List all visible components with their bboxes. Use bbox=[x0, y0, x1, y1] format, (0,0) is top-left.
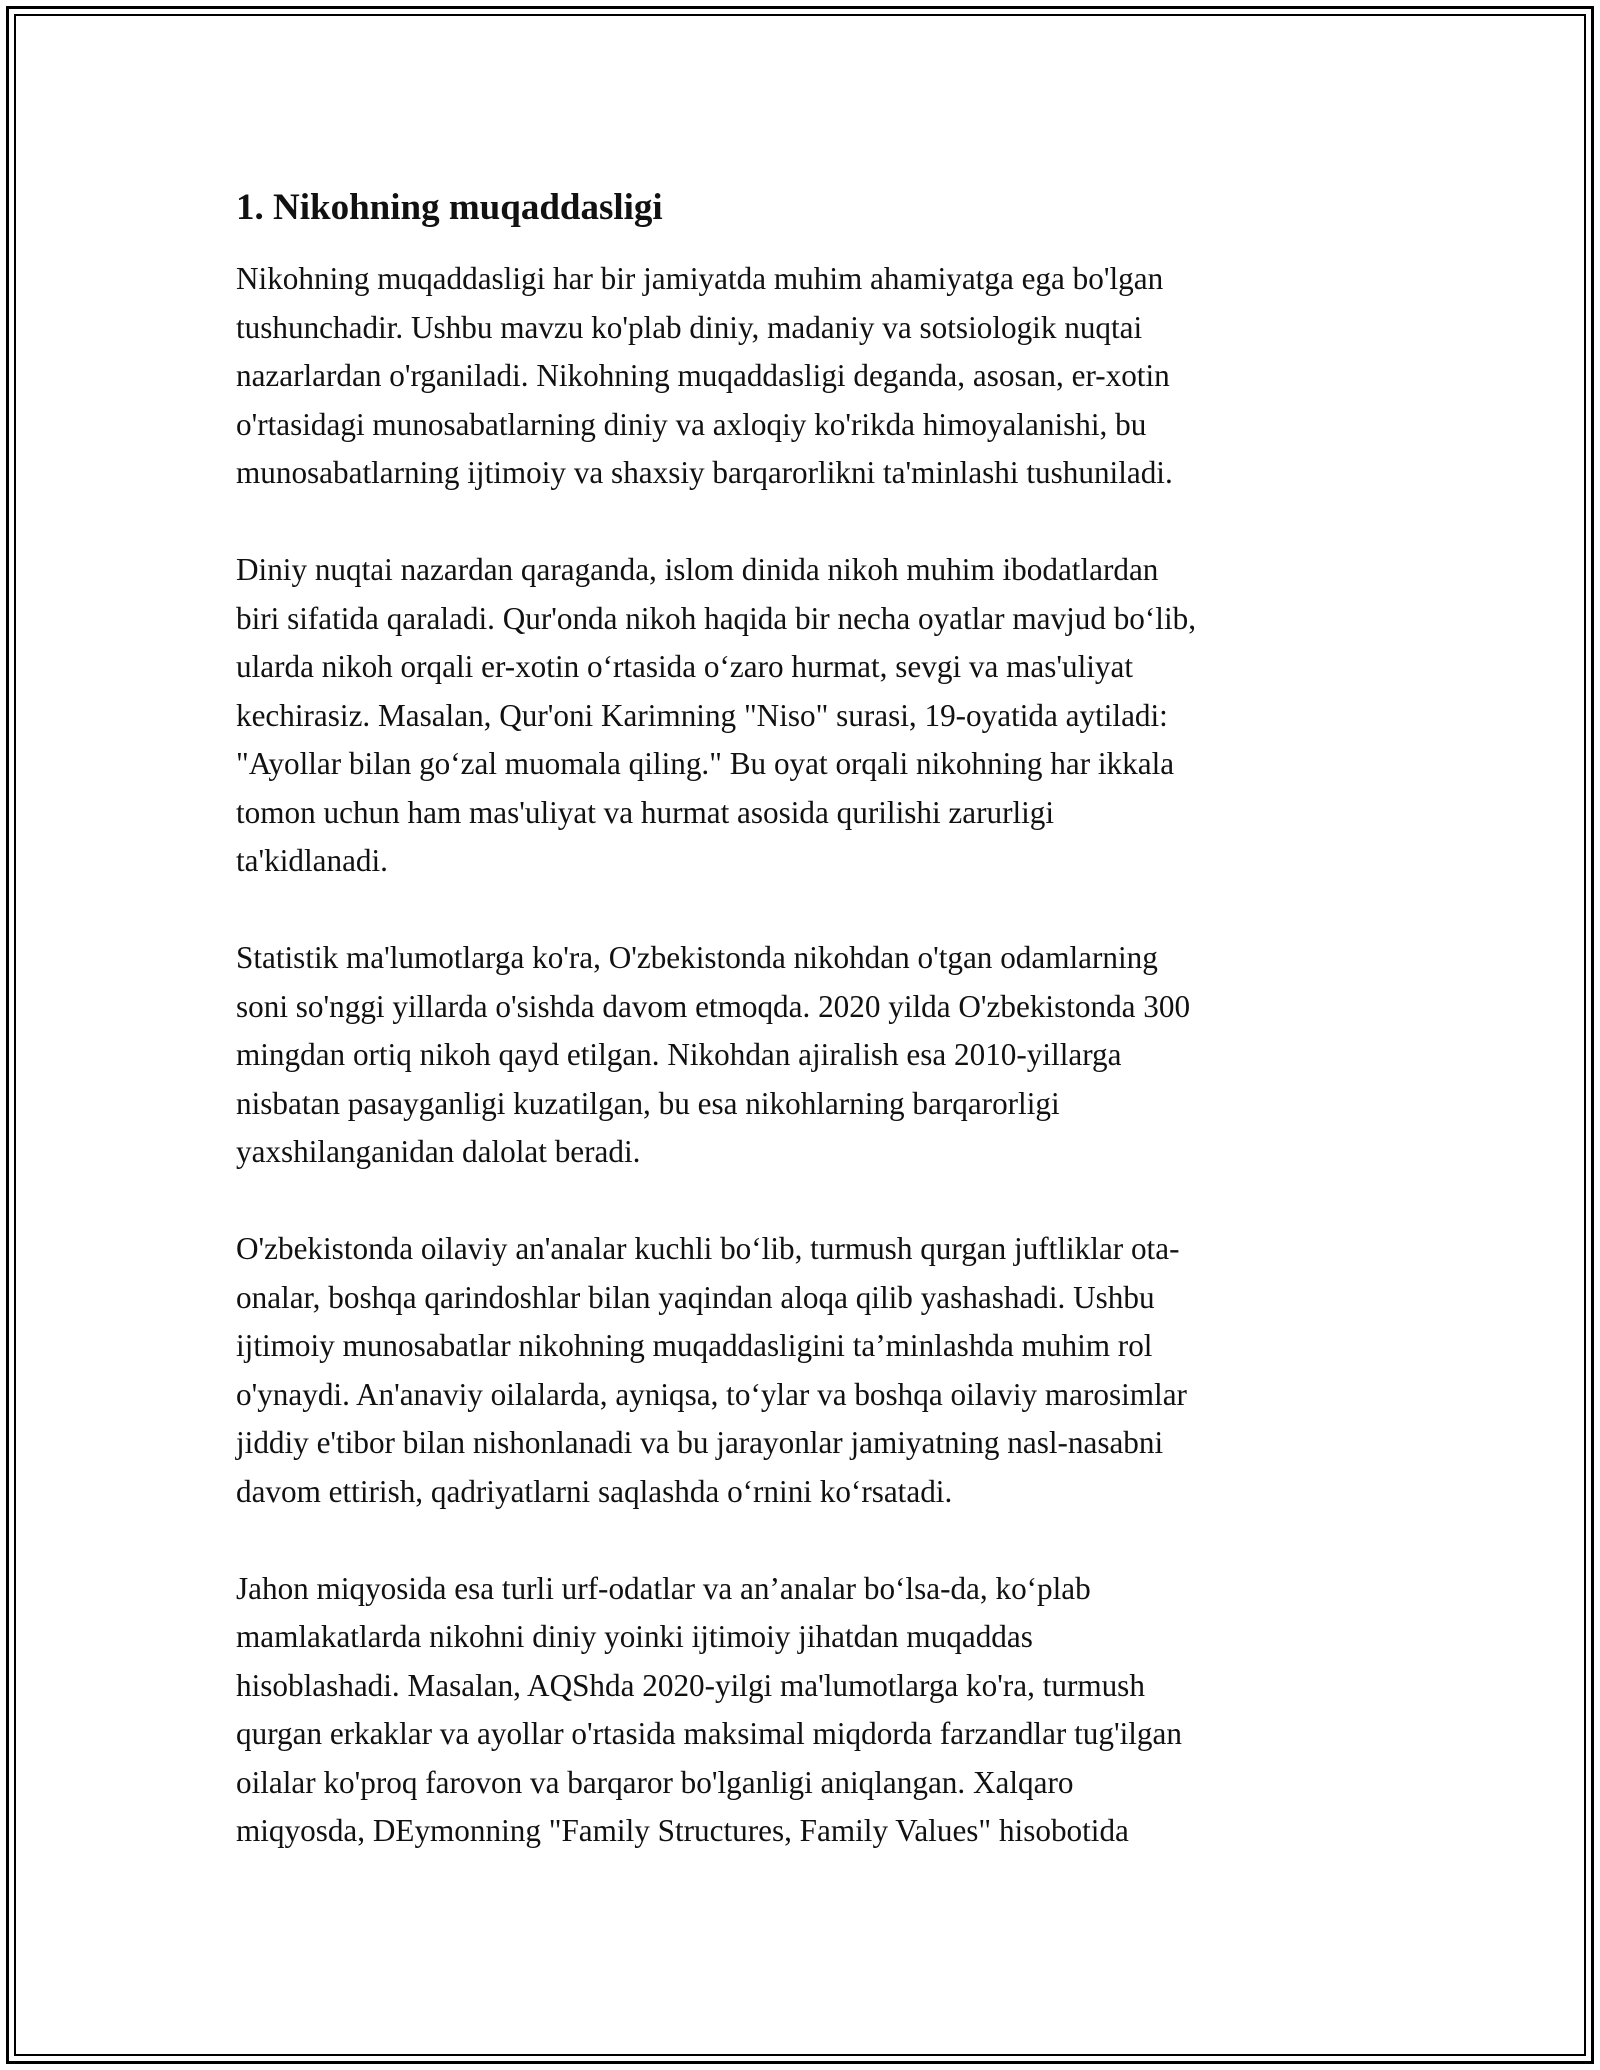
paragraph-gap bbox=[236, 1516, 1366, 1565]
paragraph-4 bbox=[236, 1225, 1366, 1516]
text-line: biri sifatida qaraladi. Qur'onda nikoh haqida bir necha oyatlar mavjud bo‘lib, bbox=[236, 600, 1197, 636]
document-body bbox=[236, 184, 1366, 1856]
text-line: jiddiy e'tibor bilan nishonlanadi va bu jarayonlar jamiyatning nasl-nasabni bbox=[236, 1425, 1164, 1461]
text-line: o'rtasidagi munosabatlarning diniy va axloqiy ko'rikda himoyalanishi, bu bbox=[236, 406, 1147, 442]
text-line: Statistik ma'lumotlarga ko'ra, O'zbekistonda nikohdan o'tgan odamlarning bbox=[236, 940, 1158, 976]
paragraph-gap bbox=[236, 886, 1366, 935]
text-line: tushunchadir. Ushbu mavzu ko'plab diniy, madaniy va sotsiologik nuqtai bbox=[236, 309, 1143, 345]
text-line: oilalar ko'proq farovon va barqaror bo'lganligi aniqlangan. Xalqaro bbox=[236, 1764, 1074, 1800]
text-line: yaxshilanganidan dalolat beradi. bbox=[236, 1134, 641, 1170]
text-line: hisoblashadi. Masalan, AQShda 2020-yilgi ma'lumotlarga ko'ra, turmush bbox=[236, 1667, 1145, 1703]
text-line: Diniy nuqtai nazardan qaraganda, islom dinida nikoh muhim ibodatlardan bbox=[236, 552, 1159, 588]
text-line: O'zbekistonda oilaviy an'analar kuchli bo‘lib, turmush qurgan juftliklar ota- bbox=[236, 1231, 1180, 1267]
text-line: mingdan ortiq nikoh qayd etilgan. Nikohdan ajiralish esa 2010-yillarga bbox=[236, 1037, 1122, 1073]
text-line: mamlakatlarda nikohni diniy yoinki ijtimoiy jihatdan muqaddas bbox=[236, 1619, 1033, 1655]
paragraph-3 bbox=[236, 934, 1366, 1177]
text-line: kechirasiz. Masalan, Qur'oni Karimning "Niso" surasi, 19-oyatida aytiladi: bbox=[236, 697, 1168, 733]
text-line: tomon uchun ham mas'uliyat va hurmat asosida qurilishi zarurligi bbox=[236, 794, 1055, 830]
paragraph-gap bbox=[236, 1177, 1366, 1226]
text-line: davom ettirish, qadriyatlarni saqlashda o‘rnini ko‘rsatadi. bbox=[236, 1473, 953, 1509]
text-line: nazarlardan o'rganiladi. Nikohning muqaddasligi deganda, asosan, er-xotin bbox=[236, 358, 1170, 394]
section-heading: 1. Nikohning muqaddasligi bbox=[236, 187, 663, 228]
text-line: nisbatan pasayganligi kuzatilgan, bu esa nikohlarning barqarorligi bbox=[236, 1085, 1060, 1121]
paragraph-1 bbox=[236, 255, 1366, 498]
paragraph-5 bbox=[236, 1565, 1366, 1856]
text-line: onalar, boshqa qarindoshlar bilan yaqindan aloqa qilib yashashadi. Ushbu bbox=[236, 1279, 1155, 1315]
text-line: ijtimoiy munosabatlar nikohning muqaddasligini ta’minlashda muhim rol bbox=[236, 1328, 1153, 1364]
text-line: miqyosda, DEymonning "Family Structures, Family Values" hisobotida bbox=[236, 1813, 1129, 1849]
paragraph-2 bbox=[236, 546, 1366, 886]
text-line: munosabatlarning ijtimoiy va shaxsiy barqarorlikni ta'minlashi tushuniladi. bbox=[236, 455, 1173, 491]
text-line: Jahon miqyosida esa turli urf-odatlar va an’analar bo‘lsa-da, ko‘plab bbox=[236, 1570, 1091, 1606]
paragraph-gap bbox=[236, 498, 1366, 547]
text-line: o'ynaydi. An'anaviy oilalarda, ayniqsa, to‘ylar va boshqa oilaviy marosimlar bbox=[236, 1376, 1187, 1412]
text-line: qurgan erkaklar va ayollar o'rtasida maksimal miqdorda farzandlar tug'ilgan bbox=[236, 1716, 1182, 1752]
text-line: ta'kidlanadi. bbox=[236, 843, 388, 879]
text-line: soni so'nggi yillarda o'sishda davom etmoqda. 2020 yilda O'zbekistonda 300 bbox=[236, 988, 1191, 1024]
text-line: "Ayollar bilan go‘zal muomala qiling." Bu oyat orqali nikohning har ikkala bbox=[236, 746, 1175, 782]
text-line: Nikohning muqaddasligi har bir jamiyatda muhim ahamiyatga ega bo'lgan bbox=[236, 261, 1164, 297]
text-line: ularda nikoh orqali er-xotin o‘rtasida o‘zaro hurmat, sevgi va mas'uliyat bbox=[236, 649, 1134, 685]
